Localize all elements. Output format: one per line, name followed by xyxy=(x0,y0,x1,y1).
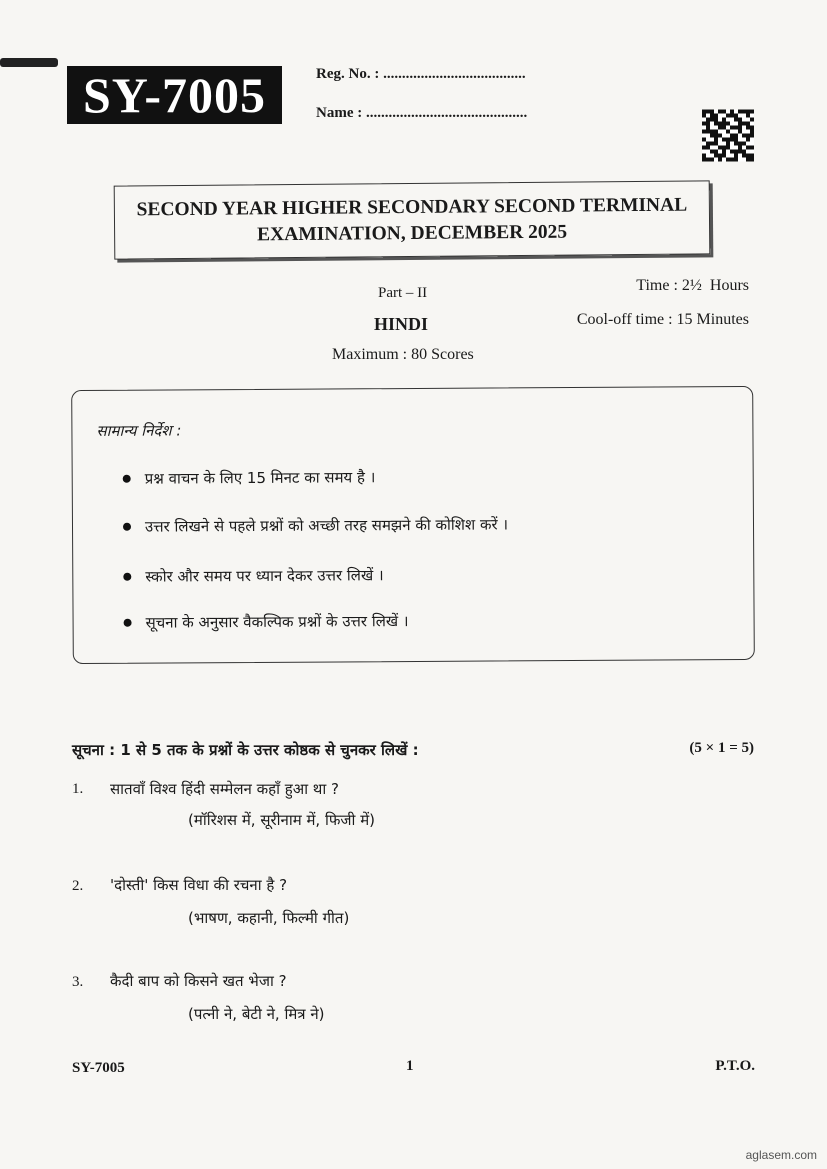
exam-title-line-1: SECOND YEAR HIGHER SECONDARY SECOND TERMINAL xyxy=(136,194,688,221)
instruction-text: सूचना के अनुसार वैकल्पिक प्रश्नों के उत्तर लिखें । xyxy=(145,612,409,632)
reg-no-field: Reg. No. : ...................................... xyxy=(316,66,526,82)
question-number: 1. xyxy=(72,781,84,797)
bullet-icon xyxy=(123,523,131,531)
watermark: aglasem.com xyxy=(745,1148,817,1162)
bullet-icon xyxy=(123,573,131,581)
question-options: (मॉरिशस में, सूरीनाम में, फिजी में) xyxy=(188,811,376,829)
question-text: सातवाँ विश्व हिंदी सम्मेलन कहाँ हुआ था ? xyxy=(110,780,340,798)
name-field: Name : ........................................... xyxy=(316,105,528,121)
pto-label: P.T.O. xyxy=(715,1058,755,1074)
general-instructions-box xyxy=(71,386,755,664)
qr-code-icon xyxy=(702,108,754,163)
part-label: Part – II xyxy=(378,285,428,301)
paper-code-badge: SY-7005 xyxy=(67,66,282,124)
subject-name: HINDI xyxy=(374,314,429,334)
page-number: 1 xyxy=(406,1058,414,1074)
question-text: कैदी बाप को किसने खत भेजा ? xyxy=(110,972,287,990)
question-options: (भाषण, कहानी, फिल्मी गीत) xyxy=(188,909,350,927)
question-number: 2. xyxy=(72,878,84,894)
time-allowed: Time : 2½ Hours xyxy=(636,277,749,294)
instructions-heading: सामान्य निर्देश : xyxy=(96,421,182,440)
maximum-scores: Maximum : 80 Scores xyxy=(332,346,474,363)
question-options: (पत्नी ने, बेटी ने, मित्र ने) xyxy=(188,1005,325,1023)
section-notice: सूचना : 1 से 5 तक के प्रश्नों के उत्तर कोष्ठक से चुनकर लिखें : xyxy=(72,741,419,759)
question-text: 'दोस्ती' किस विधा की रचना है ? xyxy=(110,876,288,894)
cool-off-time: Cool-off time : 15 Minutes xyxy=(576,311,749,328)
scan-edge-mark xyxy=(0,58,58,67)
exam-title-box xyxy=(114,180,711,259)
section-marks: (5 × 1 = 5) xyxy=(689,740,754,756)
instruction-text: स्कोर और समय पर ध्यान देकर उत्तर लिखें । xyxy=(145,566,384,586)
question-number: 3. xyxy=(72,974,84,990)
instruction-item xyxy=(124,611,409,633)
instruction-item xyxy=(123,565,383,587)
instruction-text: उत्तर लिखने से पहले प्रश्नों को अच्छी तरह समझने की कोशिश करें । xyxy=(144,515,509,536)
instruction-item xyxy=(123,467,376,489)
footer-paper-code: SY-7005 xyxy=(72,1060,125,1076)
instruction-item xyxy=(123,514,508,536)
bullet-icon xyxy=(123,475,131,483)
instruction-text: प्रश्न वाचन के लिए 15 मिनट का समय है । xyxy=(144,468,376,488)
bullet-icon xyxy=(124,619,132,627)
exam-title-line-2: EXAMINATION, DECEMBER 2025 xyxy=(257,221,568,246)
